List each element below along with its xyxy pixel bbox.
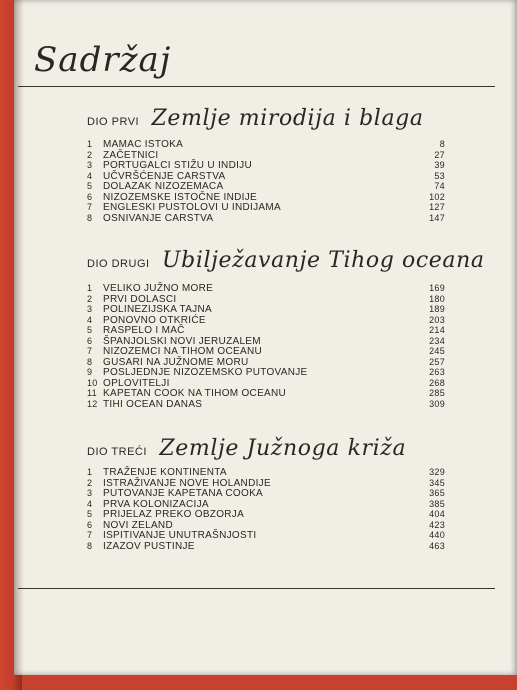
part-title: Zemlje mirodija i blaga xyxy=(151,106,424,131)
chapter-number: 4 xyxy=(87,170,93,181)
chapter-title: RASPELO I MAČ xyxy=(103,325,185,336)
page-number: 257 xyxy=(429,356,445,367)
part-label: DIO DRUGI xyxy=(87,258,150,270)
chapter-number: 6 xyxy=(87,519,93,530)
chapter-title: TRAŽENJE KONTINENTA xyxy=(103,467,227,478)
toc-entry xyxy=(87,213,445,224)
page-title: Sadržaj xyxy=(34,40,172,80)
page-number: 74 xyxy=(434,181,445,191)
page-number: 234 xyxy=(429,335,445,346)
page-number: 345 xyxy=(429,477,445,488)
page-number: 27 xyxy=(434,149,445,160)
page-number: 309 xyxy=(429,398,445,409)
toc-entry xyxy=(87,325,445,336)
chapter-title: PRIJELAZ PREKO OBZORJA xyxy=(103,509,245,520)
toc-entry xyxy=(87,315,445,326)
chapter-title: NOVI ZELAND xyxy=(103,519,173,531)
page-number: 285 xyxy=(429,388,445,398)
chapter-title: GUSARI NA JUŽNOME MORU xyxy=(103,356,249,368)
chapter-number: 11 xyxy=(87,388,97,398)
chapter-title: NIZOZEMSKE ISTOČNE INDIJE xyxy=(103,191,257,203)
chapter-title: UČVRŠĆENJE CARSTVA xyxy=(103,170,226,182)
toc-entry xyxy=(87,478,445,489)
page-number: 189 xyxy=(429,304,445,314)
chapter-number: 7 xyxy=(87,346,93,356)
toc-entry xyxy=(87,192,445,203)
chapter-number: 1 xyxy=(87,467,93,477)
part-title: Zemlje Južnoga križa xyxy=(159,436,407,461)
chapter-title: ŠPANJOLSKI NOVI JERUZALEM xyxy=(103,335,261,347)
toc-entry xyxy=(87,541,445,552)
page-number: 39 xyxy=(434,160,445,170)
chapter-number: 5 xyxy=(87,509,93,519)
toc-entry xyxy=(87,139,445,150)
page-gutter-shadow xyxy=(14,0,24,675)
toc-entry xyxy=(87,467,445,478)
chapter-title: OSNIVANJE CARSTVA xyxy=(103,212,214,224)
page-number: 203 xyxy=(429,314,445,325)
part-heading-1 xyxy=(87,106,424,131)
chapter-number: 2 xyxy=(87,477,93,488)
chapter-number: 3 xyxy=(87,488,93,498)
toc-entry xyxy=(87,171,445,182)
toc-entry xyxy=(87,150,445,161)
chapter-title: PUTOVANJE KAPETANA COOKA xyxy=(103,488,264,499)
toc-entry xyxy=(87,357,445,368)
toc-entry xyxy=(87,378,445,389)
toc-entry xyxy=(87,399,445,410)
part-title: Ubilježavanje Tihog oceana xyxy=(162,248,485,273)
toc-entry xyxy=(87,488,445,499)
chapter-list-part-3 xyxy=(87,467,445,551)
page-number: 147 xyxy=(429,212,445,223)
chapter-number: 6 xyxy=(87,191,93,202)
chapter-title: POLINEZIJSKA TAJNA xyxy=(103,304,212,315)
page-number: 102 xyxy=(429,191,445,202)
bottom-rule xyxy=(18,588,495,589)
page-number: 365 xyxy=(429,488,445,498)
toc-entry xyxy=(87,346,445,357)
toc-entry xyxy=(87,367,445,378)
page-number: 263 xyxy=(429,367,445,377)
chapter-number: 7 xyxy=(87,530,93,540)
chapter-number: 4 xyxy=(87,498,93,509)
chapter-number: 12 xyxy=(87,398,98,409)
chapter-title: PRVI DOLASCI xyxy=(103,293,177,305)
part-label: DIO TREĆI xyxy=(87,446,147,458)
chapter-number: 8 xyxy=(87,212,93,223)
chapter-title: PRVA KOLONIZACIJA xyxy=(103,498,209,510)
chapter-title: MAMAC ISTOKA xyxy=(103,139,184,150)
chapter-number: 7 xyxy=(87,202,93,212)
chapter-number: 5 xyxy=(87,181,93,191)
chapter-number: 3 xyxy=(87,304,93,314)
chapter-number: 1 xyxy=(87,283,93,293)
part-heading-3 xyxy=(87,436,406,461)
chapter-title: KAPETAN COOK NA TIHOM OCEANU xyxy=(103,388,287,399)
chapter-list-part-1 xyxy=(87,139,445,223)
toc-entry xyxy=(87,304,445,315)
chapter-list-part-2 xyxy=(87,283,445,409)
chapter-number: 6 xyxy=(87,335,93,346)
toc-entry xyxy=(87,202,445,213)
chapter-number: 2 xyxy=(87,149,93,160)
chapter-title: ISTRAŽIVANJE NOVE HOLANDIJE xyxy=(103,477,271,489)
chapter-number: 8 xyxy=(87,540,93,551)
page-number: 8 xyxy=(439,139,445,149)
chapter-title: PONOVNO OTKRIĆE xyxy=(103,314,206,326)
chapter-number: 2 xyxy=(87,293,93,304)
page-number: 268 xyxy=(429,377,445,388)
part-heading-2 xyxy=(87,248,485,273)
page-number: 463 xyxy=(429,540,445,551)
toc-entry xyxy=(87,294,445,305)
part-label: DIO PRVI xyxy=(87,116,140,128)
chapter-title: NIZOZEMCI NA TIHOM OCEANU xyxy=(103,346,262,357)
chapter-title: ISPITIVANJE UNUTRAŠNJOSTI xyxy=(103,530,257,541)
toc-entry xyxy=(87,336,445,347)
page-number: 127 xyxy=(429,202,445,212)
chapter-title: ZAČETNICI xyxy=(103,149,159,161)
top-rule xyxy=(18,86,495,87)
chapter-title: ENGLESKI PUSTOLOVI U INDIJAMA xyxy=(103,202,282,213)
page-number: 440 xyxy=(429,530,445,540)
chapter-title: IZAZOV PUSTINJE xyxy=(103,540,195,552)
chapter-number: 9 xyxy=(87,367,93,377)
chapter-title: DOLAZAK NIZOZEMACA xyxy=(103,181,224,192)
toc-entry xyxy=(87,388,445,399)
toc-entry xyxy=(87,181,445,192)
chapter-number: 1 xyxy=(87,139,93,149)
page-number: 214 xyxy=(429,325,445,335)
toc-entry xyxy=(87,160,445,171)
page-number: 169 xyxy=(429,283,445,293)
page-number: 329 xyxy=(429,467,445,477)
chapter-title: TIHI OCEAN DANAS xyxy=(103,398,203,410)
toc-entry xyxy=(87,530,445,541)
chapter-number: 5 xyxy=(87,325,93,335)
toc-entry xyxy=(87,509,445,520)
page-number: 53 xyxy=(434,170,445,181)
chapter-number: 8 xyxy=(87,356,93,367)
toc-entry xyxy=(87,283,445,294)
page-number: 180 xyxy=(429,293,445,304)
page-number: 245 xyxy=(429,346,445,356)
chapter-title: PORTUGALCI STIŽU U INDIJU xyxy=(103,160,252,171)
chapter-title: OPLOVITELJI xyxy=(103,377,170,389)
page-number: 423 xyxy=(429,519,445,530)
chapter-number: 10 xyxy=(87,377,98,388)
chapter-number: 3 xyxy=(87,160,93,170)
page-number: 385 xyxy=(429,498,445,509)
toc-entry xyxy=(87,499,445,510)
page-number: 404 xyxy=(429,509,445,519)
toc-entry xyxy=(87,520,445,531)
chapter-title: POSLJEDNJE NIZOZEMSKO PUTOVANJE xyxy=(103,367,308,378)
chapter-number: 4 xyxy=(87,314,93,325)
chapter-title: VELIKO JUŽNO MORE xyxy=(103,283,214,294)
